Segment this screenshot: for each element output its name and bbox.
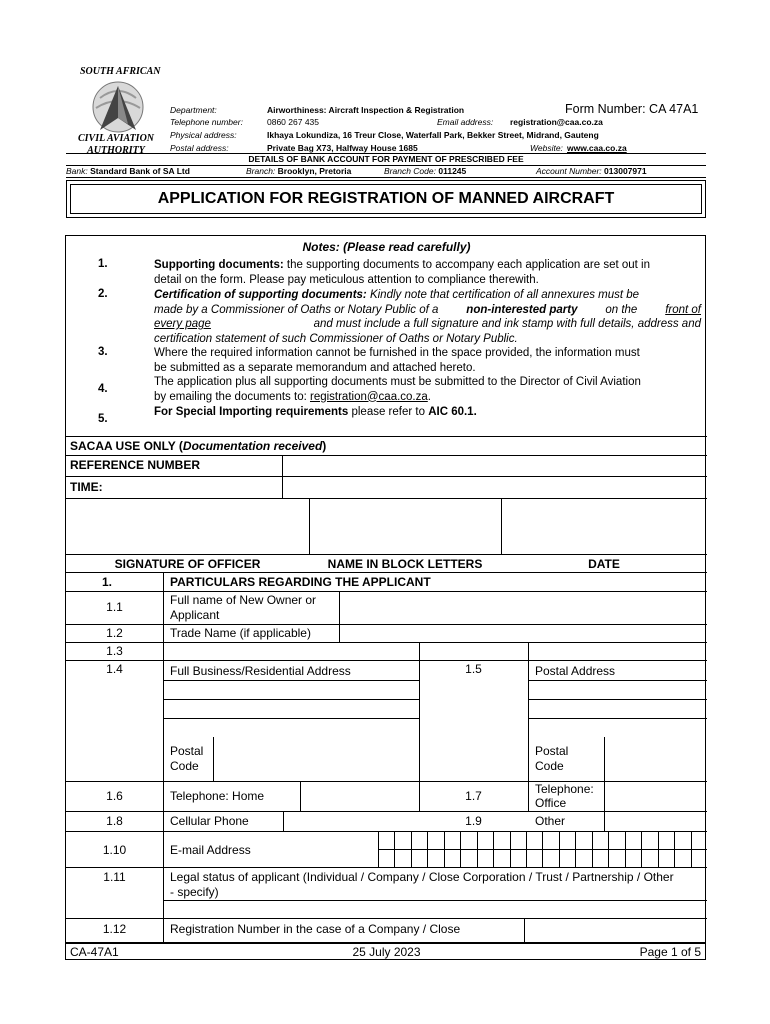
bank-details-box xyxy=(66,153,706,177)
postal-code-label-2: Postal Code xyxy=(535,744,569,773)
email-char-box-divider xyxy=(592,831,593,867)
name-in-block-letters-label: NAME IN BLOCK LETTERS xyxy=(327,557,483,571)
email-char-box-divider xyxy=(427,831,428,867)
other-phone-field[interactable] xyxy=(605,812,706,830)
bank-name: Bank: Standard Bank of SA Ltd xyxy=(66,166,190,176)
footer-page-number: Page 1 of 5 xyxy=(639,945,701,959)
department-value: Airworthiness: Aircraft Inspection & Registration xyxy=(267,105,465,115)
trade-name-label: Trade Name (if applicable) xyxy=(170,626,311,640)
email-char-box-divider xyxy=(411,831,412,867)
email-char-box-divider xyxy=(378,831,379,867)
website-label: Website: xyxy=(530,143,563,153)
email-char-box-divider xyxy=(394,831,395,867)
email-address-label: E-mail Address xyxy=(170,843,251,857)
physical-address-value: Ikhaya Lokundiza, 16 Treur Close, Waterfall Park, Bekker Street, Midrand, Gauteng xyxy=(267,130,599,140)
postal-code-field-2[interactable] xyxy=(605,738,706,780)
note-number-4: 4. xyxy=(98,383,108,395)
date-field[interactable] xyxy=(502,499,706,553)
signature-of-officer-label: SIGNATURE OF OFFICER xyxy=(114,557,261,571)
note-4: The application plus all supporting documents must be submitted to the Director of Civil Aviation by emailing the documents to: registration@caa.co.za. xyxy=(154,376,641,403)
form-number: Form Number: CA 47A1 xyxy=(565,102,699,116)
row-number-1-10: 1.10 xyxy=(102,843,127,857)
note-number-1: 1. xyxy=(98,258,108,270)
row-number-1-7: 1.7 xyxy=(465,789,482,803)
email-char-box-divider xyxy=(658,831,659,867)
row-number-1-5: 1.5 xyxy=(465,662,482,676)
caa-logo-emblem xyxy=(82,78,154,134)
email-char-box-divider xyxy=(641,831,642,867)
note-2: Certification of supporting documents: Kindly note that certification of all annexures must be made by a Commissioner of Oaths or Notary Public of a non-interested party on the front of every page and must include a full signature and ink stamp with full details, address and certification statement of such Commissioner of Oaths or Notary Public. xyxy=(154,289,701,345)
legal-status-field[interactable] xyxy=(164,901,706,918)
notes-heading: Notes: (Please read carefully) xyxy=(302,240,471,254)
officer-signature-field[interactable] xyxy=(66,499,308,553)
row-number-1-12: 1.12 xyxy=(102,922,127,936)
telephone-home-label: Telephone: Home xyxy=(170,789,265,803)
email-char-box-divider xyxy=(510,831,511,867)
row-number-1-4: 1.4 xyxy=(106,662,123,676)
email-char-box-divider xyxy=(444,831,445,867)
logo-line-2: AUTHORITY xyxy=(87,145,145,156)
registration-email-link[interactable]: registration@caa.co.za xyxy=(309,390,428,403)
cellular-phone-label: Cellular Phone xyxy=(170,814,249,828)
postal-code-label-1: Postal Code xyxy=(170,744,204,773)
reference-number-field[interactable] xyxy=(283,456,706,475)
section-1-number: 1. xyxy=(102,575,113,589)
application-form xyxy=(65,235,706,943)
email-char-box-divider xyxy=(625,831,626,867)
logo-top-text: SOUTH AFRICAN xyxy=(80,66,161,77)
email-char-box-divider xyxy=(674,831,675,867)
logo-line-1: CIVIL AVIATION xyxy=(77,133,155,144)
business-address-label: Full Business/Residential Address xyxy=(170,664,351,678)
reference-number-label: REFERENCE NUMBER xyxy=(70,458,201,472)
note-5: For Special Importing requirements please refer to AIC 60.1. xyxy=(154,406,477,418)
email-char-box-divider xyxy=(526,831,527,867)
section-1-heading: PARTICULARS REGARDING THE APPLICANT xyxy=(170,575,431,589)
physical-address-label: Physical address: xyxy=(170,130,237,140)
other-phone-label: Other xyxy=(535,814,566,828)
note-1: Supporting documents: the supporting documents to accompany each application are set out in detail on the form. Please pay meticulous attention to compliance therewith. xyxy=(154,259,651,286)
postal-address-label: Postal Address xyxy=(535,664,616,678)
legal-status-label: Legal status of applicant (Individual / Company / Close Corporation / Trust / Partnership / Other - specify) xyxy=(170,870,674,899)
sacaa-use-only: SACAA USE ONLY (Documentation received) xyxy=(70,439,327,453)
note-number-2: 2. xyxy=(98,288,108,300)
email-value[interactable]: registration@caa.co.za xyxy=(510,117,603,127)
full-name-label: Full name of New Owner or Applicant xyxy=(170,593,317,622)
bank-account-number: Account Number: 013007971 xyxy=(536,166,647,176)
email-char-box-divider xyxy=(542,831,543,867)
email-label: Email address: xyxy=(437,117,494,127)
footer-form-code: CA-47A1 xyxy=(70,945,119,959)
telephone-office-field[interactable] xyxy=(605,782,706,810)
telephone-value: 0860 267 435 xyxy=(267,117,319,127)
row-number-1-1: 1.1 xyxy=(106,600,123,614)
time-label: TIME: xyxy=(70,480,103,494)
telephone-home-field[interactable] xyxy=(301,782,418,810)
website-link[interactable]: www.caa.co.za xyxy=(567,143,627,153)
footer-date: 25 July 2023 xyxy=(352,945,421,959)
row-number-1-9: 1.9 xyxy=(465,814,482,828)
form-title-box xyxy=(66,180,706,218)
page-footer xyxy=(65,943,706,960)
block-letters-name-field[interactable] xyxy=(310,499,500,553)
note-number-5: 5. xyxy=(98,413,108,425)
registration-number-field[interactable] xyxy=(525,919,706,943)
email-char-box-divider xyxy=(691,831,692,867)
email-char-box-divider xyxy=(559,831,560,867)
postal-code-field-1[interactable] xyxy=(214,738,418,780)
row-number-1-6: 1.6 xyxy=(106,789,123,803)
email-char-box-divider xyxy=(477,831,478,867)
postal-address-value: Private Bag X73, Halfway House 1685 xyxy=(267,143,418,153)
trade-name-field[interactable] xyxy=(340,625,706,642)
time-field[interactable] xyxy=(283,477,706,497)
full-name-field[interactable] xyxy=(340,592,706,624)
bank-branch: Branch: Brooklyn, Pretoria xyxy=(246,166,352,176)
form-title: APPLICATION FOR REGISTRATION OF MANNED AIRCRAFT xyxy=(70,184,702,214)
bank-details-title: DETAILS OF BANK ACCOUNT FOR PAYMENT OF PRESCRIBED FEE xyxy=(248,154,524,164)
email-char-box-divider xyxy=(608,831,609,867)
telephone-office-label: Telephone: Office xyxy=(535,782,594,810)
email-char-box-divider xyxy=(575,831,576,867)
row-number-1-3: 1.3 xyxy=(106,644,123,658)
note-3: Where the required information cannot be furnished in the space provided, the information must be submitted as a separate memorandum and attached hereto. xyxy=(154,347,640,374)
postal-address-label: Postal address: xyxy=(170,143,229,153)
bank-branch-code: Branch Code: 011245 xyxy=(384,166,467,176)
email-char-box-divider xyxy=(460,831,461,867)
note-number-3: 3. xyxy=(98,346,108,358)
department-label: Department: xyxy=(170,105,217,115)
row-number-1-11: 1.11 xyxy=(103,870,126,884)
date-label: DATE xyxy=(588,557,620,571)
telephone-label: Telephone number: xyxy=(170,117,243,127)
row-number-1-8: 1.8 xyxy=(106,814,123,828)
row-number-1-2: 1.2 xyxy=(106,626,123,640)
cellular-phone-field[interactable] xyxy=(284,812,418,830)
email-char-box-divider xyxy=(493,831,494,867)
registration-number-label: Registration Number in the case of a Company / Close xyxy=(170,922,461,936)
